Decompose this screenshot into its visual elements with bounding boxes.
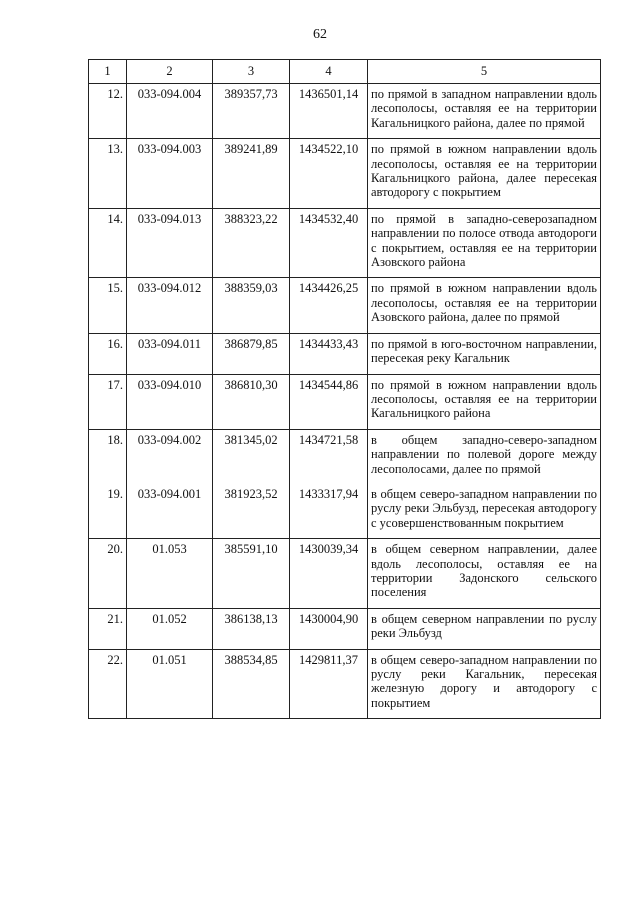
x-coordinate: 388359,03 (213, 278, 290, 333)
point-code: 033-094.001 (127, 484, 213, 539)
x-coordinate: 385591,10 (213, 539, 290, 609)
row-number: 17. (89, 374, 127, 429)
table-row (89, 649, 601, 719)
boundary-description: в общем северо-западном направлении по руслу реки Кагальник, пересекая железную дорогу и автодорогу с покрытием (368, 649, 601, 719)
row-number: 15. (89, 278, 127, 333)
row-number: 16. (89, 333, 127, 374)
page-number: 62 (313, 27, 327, 42)
row-number: 14. (89, 208, 127, 278)
y-coordinate: 1436501,14 (290, 84, 368, 139)
boundary-description: по прямой в южном направлении вдоль лесополосы, оставляя ее на территории Кагальницкого района, далее пересекая автодорогу с покрытием (368, 139, 601, 209)
point-code: 01.053 (127, 539, 213, 609)
table-row (89, 84, 601, 139)
point-code: 033-094.010 (127, 374, 213, 429)
row-number: 12. (89, 84, 127, 139)
y-coordinate: 1430004,90 (290, 608, 368, 649)
x-coordinate: 381345,02 (213, 429, 290, 484)
x-coordinate: 386138,13 (213, 608, 290, 649)
boundary-description: по прямой в южном направлении вдоль лесополосы, оставляя ее на территории Кагальницкого района (368, 374, 601, 429)
y-coordinate: 1433317,94 (290, 484, 368, 539)
table-body (89, 84, 601, 719)
row-number: 20. (89, 539, 127, 609)
table-row (89, 608, 601, 649)
boundary-description: по прямой в южном направлении вдоль лесополосы, оставляя ее на территории Азовского района, далее по прямой (368, 278, 601, 333)
x-coordinate: 386879,85 (213, 333, 290, 374)
y-coordinate: 1434426,25 (290, 278, 368, 333)
point-code: 033-094.012 (127, 278, 213, 333)
point-code: 01.051 (127, 649, 213, 719)
boundary-description: в общем северо-западном направлении по руслу реки Эльбузд, пересекая автодорогу с усовершенствованным покрытием (368, 484, 601, 539)
point-code: 033-094.013 (127, 208, 213, 278)
x-coordinate: 389241,89 (213, 139, 290, 209)
boundary-description: по прямой в западно-северозападном направлении по полосе отвода автодороги с покрытием, оставляя ее на территории Азовского района (368, 208, 601, 278)
table-row (89, 139, 601, 209)
table-row (89, 429, 601, 484)
point-code: 033-094.002 (127, 429, 213, 484)
y-coordinate: 1434532,40 (290, 208, 368, 278)
x-coordinate: 381923,52 (213, 484, 290, 539)
y-coordinate: 1430039,34 (290, 539, 368, 609)
x-coordinate: 389357,73 (213, 84, 290, 139)
row-number: 21. (89, 608, 127, 649)
column-header-description: 5 (368, 60, 601, 84)
y-coordinate: 1434544,86 (290, 374, 368, 429)
x-coordinate: 388534,85 (213, 649, 290, 719)
boundary-description: в общем северном направлении по руслу реки Эльбузд (368, 608, 601, 649)
row-number: 19. (89, 484, 127, 539)
table-row (89, 374, 601, 429)
boundary-description: по прямой в западном направлении вдоль лесополосы, оставляя ее на территории Кагальницкого района, далее по прямой (368, 84, 601, 139)
x-coordinate: 388323,22 (213, 208, 290, 278)
column-header-y-coordinate: 4 (290, 60, 368, 84)
boundary-description: по прямой в юго-восточном направлении, пересекая реку Кагальник (368, 333, 601, 374)
table-row (89, 208, 601, 278)
point-code: 033-094.011 (127, 333, 213, 374)
y-coordinate: 1434721,58 (290, 429, 368, 484)
boundary-description: в общем западно-северо-западном направлении по полевой дороге между лесополосами, далее по прямой (368, 429, 601, 484)
column-header-x-coordinate: 3 (213, 60, 290, 84)
table-row (89, 484, 601, 539)
column-header-number: 1 (89, 60, 127, 84)
point-code: 033-094.004 (127, 84, 213, 139)
column-header-point-code: 2 (127, 60, 213, 84)
y-coordinate: 1434522,10 (290, 139, 368, 209)
y-coordinate: 1434433,43 (290, 333, 368, 374)
row-number: 13. (89, 139, 127, 209)
table-row (89, 539, 601, 609)
row-number: 22. (89, 649, 127, 719)
table-header-row (89, 60, 601, 84)
row-number: 18. (89, 429, 127, 484)
point-code: 01.052 (127, 608, 213, 649)
table-row (89, 333, 601, 374)
boundary-description: в общем северном направлении, далее вдоль лесополосы, оставляя ее на территории Задонского сельского поселения (368, 539, 601, 609)
table-row (89, 278, 601, 333)
point-code: 033-094.003 (127, 139, 213, 209)
x-coordinate: 386810,30 (213, 374, 290, 429)
boundary-points-table (88, 59, 601, 719)
y-coordinate: 1429811,37 (290, 649, 368, 719)
